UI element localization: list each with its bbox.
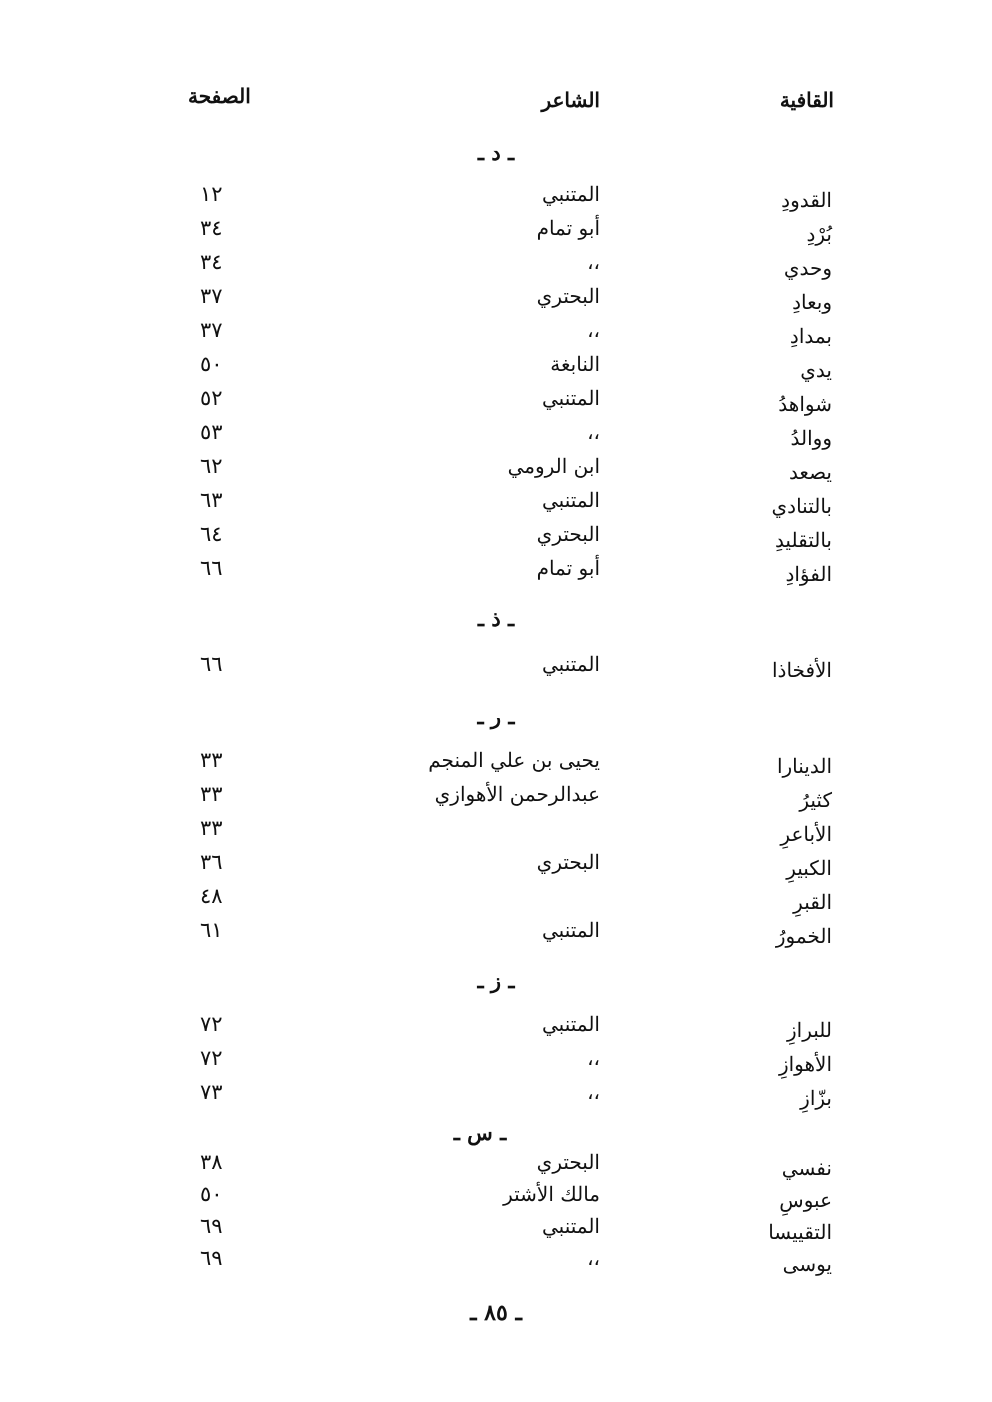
index-row: [0, 1046, 992, 1080]
page-number: ٦٦: [200, 556, 223, 580]
index-row: [0, 284, 992, 318]
index-row: [0, 748, 992, 782]
section-heading-dal: ـ د ـ: [477, 140, 515, 165]
poet-name: البحتري: [536, 850, 600, 874]
index-row: [0, 182, 992, 216]
section-heading-sin: ـ س ـ: [453, 1120, 507, 1145]
header-rhyme: القافية: [779, 88, 834, 112]
rhyme-word: يدي: [800, 358, 832, 382]
rhyme-word: وحدي: [783, 256, 832, 280]
page-number: ٧٢: [200, 1046, 223, 1070]
section-heading-zay: ـ ز ـ: [477, 968, 515, 993]
index-row: [0, 1012, 992, 1046]
page-number: ٥٣: [200, 420, 223, 444]
poet-name: المتنبي: [542, 182, 600, 206]
section-heading-ra: ـ ر ـ: [477, 704, 515, 729]
rhyme-word: يوسى: [782, 1252, 832, 1276]
index-row: [0, 318, 992, 352]
poet-name: ،،: [587, 1046, 600, 1070]
page-number: ٦٩: [200, 1214, 223, 1238]
page-number: ٧٢: [200, 1012, 223, 1036]
poet-name: ،،: [587, 1080, 600, 1104]
poet-name: ،،: [587, 1246, 600, 1270]
rhyme-word: يصعد: [788, 460, 832, 484]
rhyme-word: نفسي: [781, 1156, 832, 1180]
page-number: ٣٣: [200, 782, 223, 806]
page-number: ٧٣: [200, 1080, 223, 1104]
page-number: ٣٤: [200, 250, 223, 274]
page-number: ٥٠: [200, 352, 223, 376]
poet-name: البحتري: [536, 1150, 600, 1174]
poet-name: مالك الأشتر: [503, 1182, 600, 1206]
page-number: ٦٢: [200, 454, 223, 478]
poet-name: ،،: [587, 420, 600, 444]
page-number: ٥٠: [200, 1182, 223, 1206]
poet-name: المتنبي: [542, 1012, 600, 1036]
rhyme-word: بالتنادي: [771, 494, 832, 518]
rhyme-word: شواهدُ: [778, 392, 832, 416]
rhyme-word: القبرِ: [793, 890, 832, 914]
poet-name: أبو تمام: [536, 556, 600, 580]
page-number: ٥٢: [200, 386, 223, 410]
section-heading-dhal: ـ ذ ـ: [477, 606, 515, 631]
rhyme-word: الخمورُ: [775, 924, 832, 948]
poet-name: ،،: [587, 250, 600, 274]
poet-name: يحيى بن علي المنجم: [428, 748, 600, 772]
page-number: ٦٦: [200, 652, 223, 676]
index-row: [0, 1080, 992, 1114]
rhyme-word: الأباعرِ: [780, 822, 832, 846]
rhyme-word: بمدادِ: [789, 324, 832, 348]
rhyme-word: الأهوازِ: [778, 1052, 832, 1076]
page-number: ٣٨: [200, 1150, 223, 1174]
index-row: [0, 652, 992, 686]
index-row: [0, 850, 992, 884]
rhyme-word: وبعادِ: [792, 290, 832, 314]
index-row: [0, 250, 992, 284]
index-row: [0, 386, 992, 420]
poet-name: أبو تمام: [536, 216, 600, 240]
rhyme-word: عبوسِ: [779, 1188, 832, 1212]
page-number: ٣٦: [200, 850, 223, 874]
index-row: [0, 556, 992, 590]
poet-name: البحتري: [536, 284, 600, 308]
page-number: ٣٣: [200, 748, 223, 772]
page-number: ٣٣: [200, 816, 223, 840]
page-number: ١٢: [200, 182, 223, 206]
page-footer-number: ـ ٨٥ ـ: [470, 1300, 522, 1326]
page-number: ٣٧: [200, 284, 223, 308]
poet-name: ،،: [587, 318, 600, 342]
poet-name: المتنبي: [542, 488, 600, 512]
poet-name: عبدالرحمن الأهوازي: [434, 782, 600, 806]
index-row: [0, 1182, 992, 1216]
rhyme-word: للبرازِ: [787, 1018, 832, 1042]
page-number: ٦١: [200, 918, 223, 942]
index-row: [0, 488, 992, 522]
index-row: [0, 1214, 992, 1248]
index-row: [0, 454, 992, 488]
index-row: [0, 522, 992, 556]
index-row: [0, 1150, 992, 1184]
index-row: [0, 884, 992, 918]
poet-name: المتنبي: [542, 918, 600, 942]
rhyme-word: بالتقليدِ: [774, 528, 832, 552]
page-number: ٣٧: [200, 318, 223, 342]
poet-name: المتنبي: [542, 652, 600, 676]
poet-name: النابغة: [550, 352, 600, 376]
page-number: ٦٩: [200, 1246, 223, 1270]
index-row: [0, 1246, 992, 1280]
index-row: [0, 918, 992, 952]
rhyme-word: بزّازِ: [800, 1086, 832, 1110]
poet-name: المتنبي: [542, 1214, 600, 1238]
index-row: [0, 420, 992, 454]
rhyme-word: القدودِ: [781, 188, 832, 212]
index-row: [0, 816, 992, 850]
header-poet: الشاعر: [541, 88, 600, 112]
rhyme-word: الكبيرِ: [786, 856, 832, 880]
poet-name: البحتري: [536, 522, 600, 546]
rhyme-word: الفؤادِ: [785, 562, 832, 586]
rhyme-word: بُرْدِ: [806, 222, 832, 246]
page-number: ٦٤: [200, 522, 223, 546]
header-page: الصفحة: [188, 84, 251, 108]
poet-name: المتنبي: [542, 386, 600, 410]
rhyme-word: الأفخاذا: [772, 658, 832, 682]
page-number: ٦٣: [200, 488, 223, 512]
rhyme-word: الدينارا: [776, 754, 832, 778]
rhyme-word: ووالدُ: [790, 426, 832, 450]
index-row: [0, 352, 992, 386]
index-row: [0, 782, 992, 816]
page-number: ٤٨: [200, 884, 223, 908]
page-number: ٣٤: [200, 216, 223, 240]
rhyme-word: كثيرُ: [799, 788, 832, 812]
rhyme-word: التقييسا: [768, 1220, 832, 1244]
poet-name: ابن الرومي: [507, 454, 600, 478]
index-row: [0, 216, 992, 250]
